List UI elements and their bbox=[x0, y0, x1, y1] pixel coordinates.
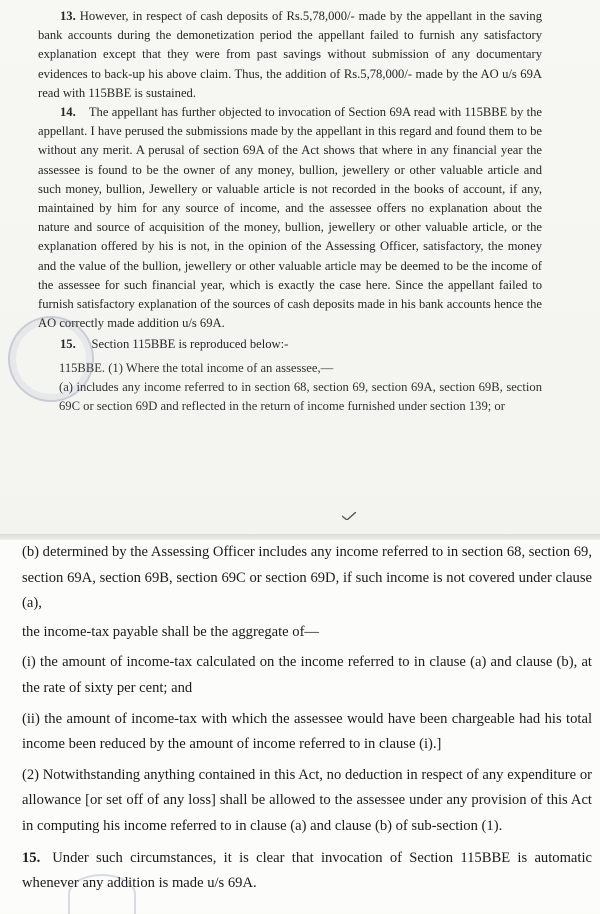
office-stamp bbox=[8, 316, 94, 402]
aggregate-line: the income-tax payable shall be the aggregate of— bbox=[22, 623, 320, 640]
clause-a: (a) includes any income referred to in section 68, section 69, section 69A, section 69B, section 69C or section 69D and reflected in the return of income furnished under section 139; or bbox=[59, 379, 542, 414]
paragraph-number: 13. bbox=[60, 9, 76, 23]
paragraph-number: 15. bbox=[22, 849, 41, 866]
lower-scan bbox=[0, 540, 600, 913]
paragraph-text: However, in respect of cash deposits of Rs.5,78,000/- made by the appellant in the saving bank accounts during the demonetization period the appellant failed to furnish any satisfactory explanation except that they were from past savings without submission of any documentary evidences to back-up his above claim. Thus, the addition of Rs.5,78,000/- made by the AO u/s 69A read with 115BBE is sustained. bbox=[38, 9, 542, 100]
paragraph-13 bbox=[38, 7, 542, 103]
paragraph-15 bbox=[38, 335, 542, 354]
paragraph-number: 14. bbox=[60, 105, 76, 120]
tick-mark-icon bbox=[342, 512, 356, 520]
office-stamp-partial bbox=[68, 874, 136, 914]
sub-clause-ii: (ii) the amount of income-tax with which the assessee would have been chargeable had his total income been reduced by the amount of income referred to in clause (i).] bbox=[22, 710, 592, 753]
paragraph-text: The appellant has further objected to invocation of Section 69A read with 115BBE by the appellant. I have perused the submissions made by the appellant in this regard and found them to be without any merit. A perusal of section 69A of the Act shows that where in any financial year the assessee is found to be the owner of any money, bullion, jewellery or other valuable article and such money, bullion, Jewellery or valuable article is not recorded in the books of account, if any, maintained by him for any source of income, and the assessee offers no explanation about the nature and source of acquisition of the money, bullion, jewellery or other valuable article, or the explanation offered by his is not, in the opinion of the Assessing Officer, satisfactory, the money and the value of the bullion, jewellery or other valuable article may be deemed to be the income of the assessee for such financial year, which is exactly the case here. Since the appellant failed to furnish satisfactory explanation of the sources of cash deposits made in his bank accounts hence the AO correctly made addition u/s 69A. bbox=[38, 105, 542, 331]
paragraph-number: 15. bbox=[60, 337, 76, 352]
sub-section-2: (2) Notwithstanding anything contained in this Act, no deduction in respect of any expenditure or allowance [or set off of any loss] shall be allowed to the assessee under any provision of this Act in computing his income referred to in clause (a) and clause (b) of sub-section (1). bbox=[22, 766, 592, 834]
paragraph-text: Section 115BBE is reproduced below:- bbox=[91, 337, 289, 352]
statute-extract-upper bbox=[38, 359, 542, 417]
clause-b: (b) determined by the Assessing Officer includes any income referred to in section 68, section 69, section 69A, section 69B, section 69C or section 69D, if such income is not covered under clause (a), bbox=[22, 544, 592, 612]
paragraph-14 bbox=[38, 103, 542, 333]
statute-intro: 115BBE. (1) Where the total income of an assessee,— bbox=[59, 360, 334, 375]
sub-clause-i: (i) the amount of income-tax calculated on the income referred to in clause (a) and clause (b), at the rate of sixty per cent; and bbox=[22, 654, 592, 696]
paragraph-text: Under such circumstances, it is clear that invocation of Section 115BBE is automatic whenever any addition is made u/s 69A. bbox=[22, 849, 592, 892]
